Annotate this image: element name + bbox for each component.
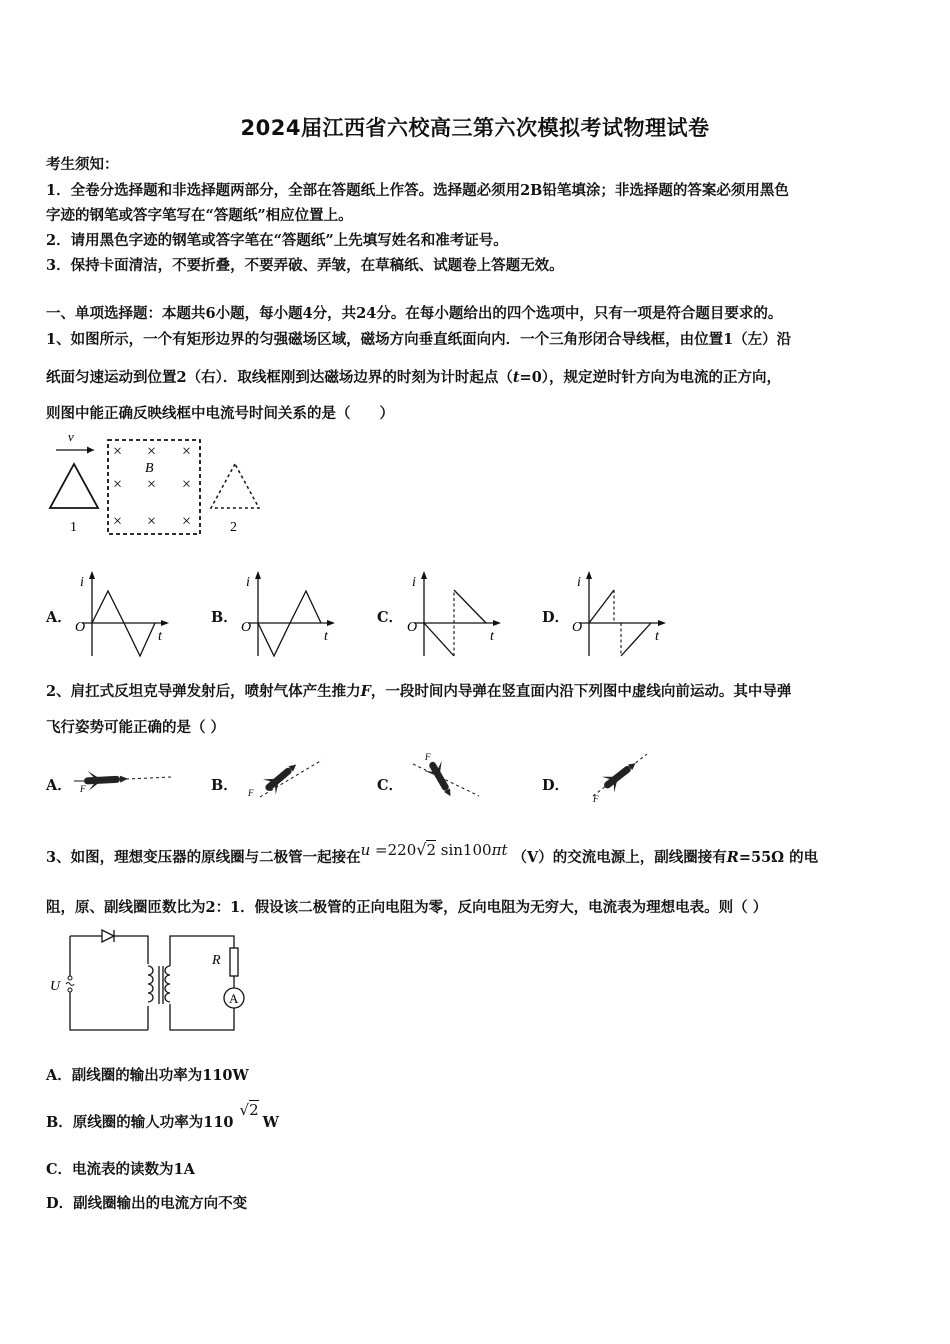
velocity-label: v: [68, 429, 74, 444]
ammeter-A-label: A: [229, 991, 239, 1006]
field-cross: ×: [113, 513, 123, 530]
velocity-arrow-icon: [87, 447, 94, 454]
notice-item-1b: 字迹的钢笔或答字笔写在“答题纸”相应位置上。: [46, 207, 353, 224]
axis-origin-label: O: [241, 620, 252, 635]
position-2-label: 2: [230, 520, 237, 535]
q1-line-2: [46, 366, 781, 387]
formula-pi: π: [491, 841, 502, 859]
q2-option-b-label[interactable]: B．: [211, 777, 238, 794]
axis-t-label: t: [158, 629, 162, 644]
axis-i-label: i: [412, 575, 416, 590]
q2-option-a-label[interactable]: A．: [46, 777, 72, 794]
q3-line-1-post: =55Ω 的电: [738, 849, 819, 866]
q1-option-d-label[interactable]: D．: [542, 609, 570, 626]
q3-option-d[interactable]: D．副线圈输出的电流方向不变: [46, 1195, 248, 1212]
axis-i-label: i: [80, 575, 84, 590]
page-title: 2024届江西省六校高三第六次模拟考试物理试卷: [240, 116, 710, 140]
formula-sin: sin100: [440, 841, 492, 859]
ac-source-icon: [64, 976, 76, 992]
field-cross: ×: [113, 476, 123, 493]
q1-option-a-graph[interactable]: [72, 568, 172, 663]
missile-icon: [84, 769, 129, 791]
q3-option-b-pre: B．原线圈的输人功率为110: [46, 1114, 234, 1131]
q1-field-figure: [44, 430, 274, 540]
q3-option-a[interactable]: A．副线圈的输出功率为110W: [46, 1067, 249, 1084]
section-heading: 一、单项选择题：本题共6小题，每小题4分，共24分。在每小题给出的四个选项中，只有一项是符合题目要求的。: [46, 305, 783, 322]
missile-icon: [422, 757, 459, 801]
q2-F-symbol: F: [360, 683, 371, 700]
resistor-icon: [230, 948, 238, 976]
q3-line-1: [46, 840, 819, 867]
q1-option-a-label[interactable]: A．: [46, 609, 72, 626]
field-cross: ×: [182, 513, 192, 530]
missile-icon: [260, 757, 303, 797]
q3-formula: u =220√2 sin100πt: [360, 840, 508, 859]
notice-item-2: 2．请用黑色字迹的钢笔或答字笔在“答题纸”上先填写姓名和准考证号。: [46, 232, 508, 249]
resistor-R-label: R: [212, 953, 221, 968]
q1-line-1: 1、如图所示，一个有矩形边界的匀强磁场区域，磁场方向垂直纸面向内．一个三角形闭合导线框，由位置1（左）沿: [46, 331, 792, 348]
q2-option-c-figure[interactable]: [405, 748, 485, 804]
thrust-F-label: F: [248, 788, 254, 798]
axis-t-label: t: [655, 629, 659, 644]
q1-option-c-label[interactable]: C．: [377, 609, 404, 626]
diode-icon: [98, 930, 120, 942]
notice-heading: 考生须知：: [46, 156, 119, 173]
q1-option-d-graph[interactable]: [569, 568, 669, 663]
axis-origin-label: O: [75, 620, 86, 635]
axis-t-label: t: [324, 629, 328, 644]
q1-line-2-pre: 纸面匀速运动到位置2（右）．取线框刚到达磁场边界的时刻为计时起点（: [46, 369, 513, 386]
field-cross: ×: [182, 476, 192, 493]
axis-i-label: i: [577, 575, 581, 590]
formula-t: t: [501, 841, 508, 859]
triangle-position-1: [50, 464, 98, 508]
q2-line-2: 飞行姿势可能正确的是（ ）: [46, 719, 226, 736]
formula-root: 2: [426, 841, 436, 859]
missile-icon: [599, 755, 642, 795]
field-cross: ×: [182, 443, 192, 460]
source-U-label: U: [50, 979, 61, 994]
field-cross: ×: [113, 443, 123, 460]
q3-R-symbol: R: [726, 849, 739, 866]
q3-option-b-post: W: [262, 1114, 279, 1131]
axis-i-label: i: [246, 575, 250, 590]
q2-option-d-figure[interactable]: [585, 748, 655, 804]
q3-circuit-figure: [46, 926, 256, 1036]
q2-option-a-figure[interactable]: [76, 760, 176, 800]
thrust-F-label: F: [425, 752, 431, 762]
formula-u: u: [360, 841, 371, 859]
thrust-F-label: F: [80, 784, 86, 794]
q1-line-2-post: =0），规定逆时针方向为电流的正方向，: [519, 369, 782, 386]
field-cross: ×: [147, 443, 157, 460]
notice-item-3: 3．保持卡面清洁，不要折叠，不要弄破、弄皱，在草稿纸、试题卷上答题无效。: [46, 257, 564, 274]
q2-option-c-label[interactable]: C．: [377, 777, 404, 794]
field-cross: ×: [147, 513, 157, 530]
notice-item-1a: 1．全卷分选择题和非选择题两部分，全部在答题纸上作答。选择题必须用2B铅笔填涂；非选择题的答案必须用黑色: [46, 182, 789, 199]
q1-option-c-graph[interactable]: [404, 568, 504, 663]
q2-option-d-label[interactable]: D．: [542, 777, 570, 794]
axis-origin-label: O: [572, 620, 583, 635]
field-cross: ×: [147, 476, 157, 493]
q2-line-1: [46, 680, 791, 701]
axis-t-label: t: [490, 629, 494, 644]
position-1-label: 1: [70, 520, 77, 535]
q3-option-b-root: 2: [249, 1101, 259, 1119]
q1-option-b-graph[interactable]: [238, 568, 338, 663]
q1-t-symbol: t: [512, 369, 520, 386]
q1-option-b-label[interactable]: B．: [211, 609, 238, 626]
q1-line-3: 则图中能正确反映线框中电流号时间关系的是（ ）: [46, 405, 394, 422]
q2-option-b-figure[interactable]: [240, 752, 330, 802]
q2-line-1-pre: 2、肩扛式反坦克导弹发射后，喷射气体产生推力: [46, 683, 361, 700]
q2-line-1-post: ，一段时间内导弹在竖直面内沿下列图中虚线向前运动。其中导弹: [370, 683, 792, 700]
triangle-position-2: [211, 464, 259, 508]
q3-line-1-pre: 3、如图，理想变压器的原线圈与二极管一起接在: [46, 849, 361, 866]
formula-eq: =220: [375, 841, 417, 859]
field-label: B: [145, 461, 154, 476]
q3-option-b-radical: √2: [239, 1101, 259, 1119]
q3-option-c[interactable]: C．电流表的读数为1A: [46, 1161, 195, 1178]
q3-option-b[interactable]: [46, 1101, 279, 1132]
q3-line-1-mid: （V）的交流电源上，副线圈接有: [512, 849, 727, 866]
transformer-icon: [142, 964, 176, 1006]
q3-line-2: 阻，原、副线圈匝数比为2：1．假设该二极管的正向电阻为零，反向电阻为无穷大，电流表为理想电表。则（ ）: [46, 899, 768, 916]
thrust-F-label: F: [593, 794, 599, 804]
axis-origin-label: O: [407, 620, 418, 635]
